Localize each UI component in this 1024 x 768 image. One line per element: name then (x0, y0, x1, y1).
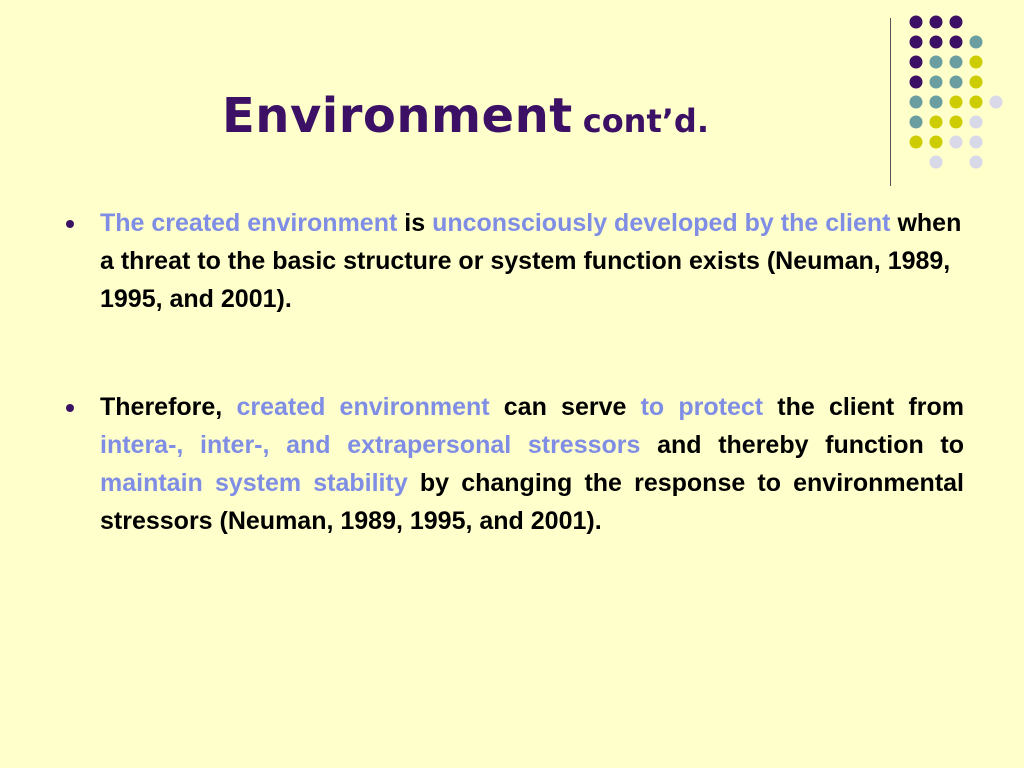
slide-title (222, 88, 709, 144)
decorative-dot-purple (910, 36, 923, 49)
slide-title-sub: cont’d. (582, 102, 709, 140)
title-divider-line (890, 18, 891, 186)
bullet-dot-icon (66, 404, 74, 412)
bullet1-highlight-1: The created environment (100, 209, 398, 237)
decorative-dot-teal (910, 96, 923, 109)
slide-body (60, 204, 964, 540)
decorative-dot-purple (930, 36, 943, 49)
bullet1-text-2: when a threat to the basic structure or system function exists (Neuman, 1989, 1995, and 2001). (100, 209, 962, 313)
bullet-dot-icon (66, 220, 74, 228)
decorative-dot-purple (910, 76, 923, 89)
bullet2-text-5: by changing the response to environmental stressors (Neuman, 1989, 1995, and 2001). (100, 469, 965, 535)
bullet-point-1 (60, 204, 964, 318)
decorative-dot-lavender (990, 96, 1003, 109)
decorative-dot-purple (910, 16, 923, 29)
bullet2-text-4: and thereby function to (640, 431, 964, 459)
decorative-dot-lavender (970, 116, 983, 129)
decorative-dot-yellow (970, 96, 983, 109)
bullet1-highlight-2: unconsciously developed by the client (432, 209, 891, 237)
decorative-dot-teal (930, 76, 943, 89)
bullet2-text-3: the client from (763, 393, 964, 421)
decorative-dot-purple (950, 36, 963, 49)
bullet2-highlight-2: to protect (640, 393, 764, 421)
decorative-dot-lavender (970, 136, 983, 149)
slide-title-main: Environment (222, 88, 573, 144)
decorative-dot-teal (970, 36, 983, 49)
decorative-dot-teal (950, 76, 963, 89)
decorative-dot-purple (930, 16, 943, 29)
decorative-dot-teal (930, 56, 943, 69)
decorative-dot-yellow (970, 56, 983, 69)
decorative-dot-yellow (950, 96, 963, 109)
decorative-dot-lavender (950, 136, 963, 149)
decorative-dot-yellow (950, 116, 963, 129)
decorative-dot-purple (910, 56, 923, 69)
decorative-dot-teal (910, 116, 923, 129)
bullet2-text-2: can serve (489, 393, 641, 421)
decorative-dot-purple (950, 16, 963, 29)
bullet1-text-1: is (397, 209, 433, 237)
bullet2-highlight-4: maintain system stability (100, 469, 408, 497)
decorative-dot-lavender (930, 156, 943, 169)
decorative-dot-yellow (930, 116, 943, 129)
bullet-point-2 (60, 388, 964, 540)
bullet2-text-1: Therefore, (100, 393, 237, 421)
bullet2-highlight-1: created environment (236, 393, 490, 421)
bullet2-highlight-3: intera-, inter-, and extrapersonal stressors (100, 431, 641, 459)
decorative-dot-lavender (970, 156, 983, 169)
decorative-dot-yellow (930, 136, 943, 149)
decorative-dot-yellow (910, 136, 923, 149)
decorative-dot-teal (950, 56, 963, 69)
decorative-dot-teal (930, 96, 943, 109)
decorative-dot-yellow (970, 76, 983, 89)
